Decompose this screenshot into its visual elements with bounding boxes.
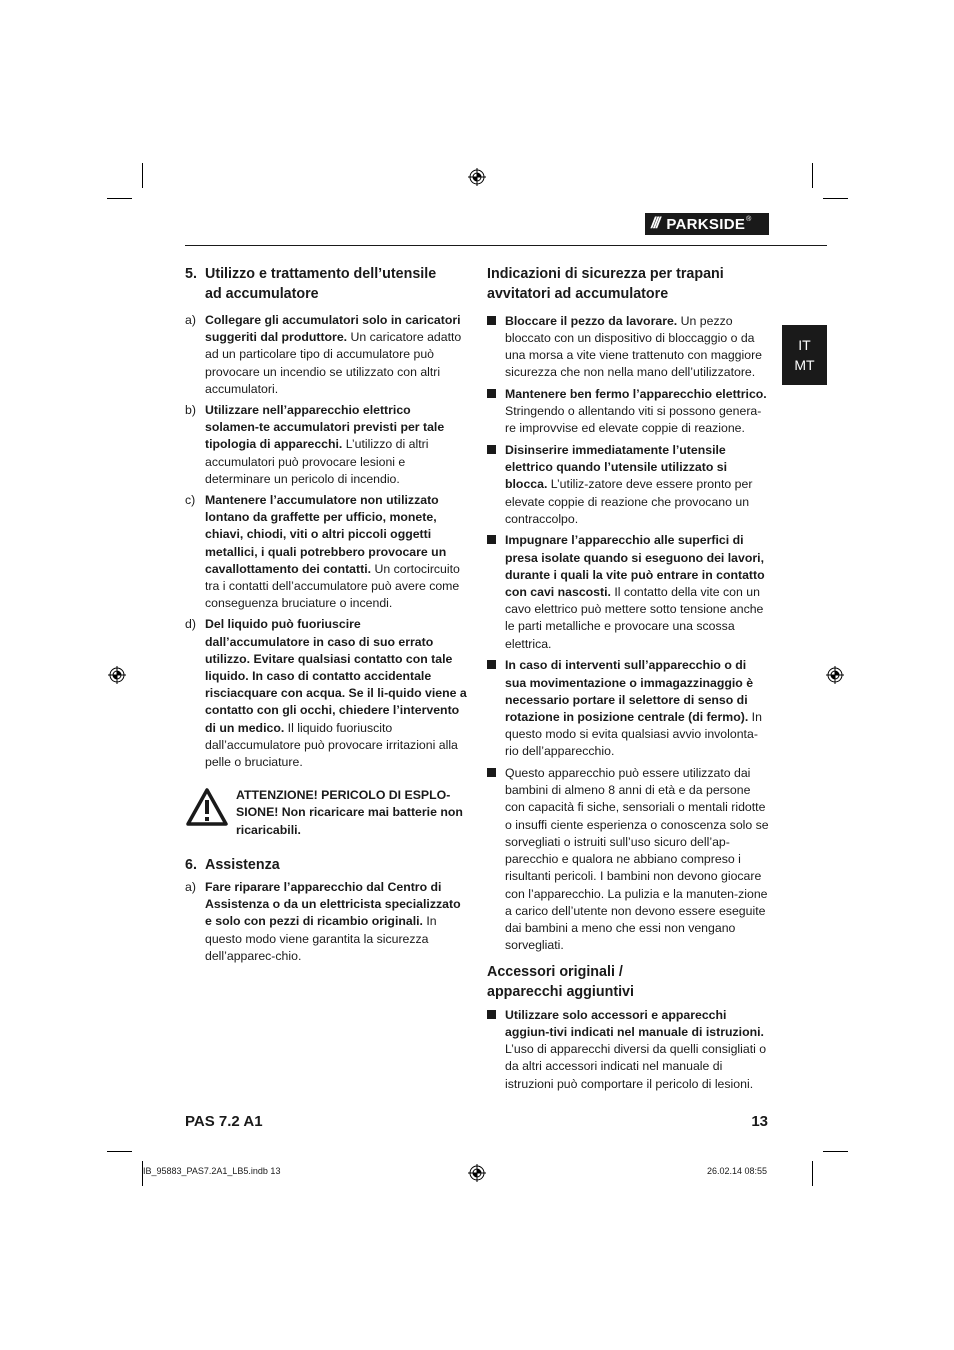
bullet-item — [487, 532, 769, 652]
language-code-it: IT — [798, 337, 811, 353]
item-text: Un cortocircuito tra i contatti dell’accumulatore può avere come conseguenza bruciature o incendi. — [205, 561, 460, 611]
item-text: Il liquido fuoriuscito dall’accumulatore può provocare irritazioni alla pelle o bruciature. — [205, 720, 458, 770]
item-bold-text: Bloccare il pezzo da lavorare. — [505, 313, 678, 328]
item-bold-text: Mantenere l’accumulatore non utilizzato lontano da graffette per ufficio, monete, chiavi, chiodi, viti o altri piccoli oggetti metallici, i quali potrebbero provocare un cavallottamento dei contatti. — [205, 493, 447, 576]
right-column — [487, 264, 769, 1093]
item-text: L’uso di apparecchi diversi da quelli consigliati o da altri accessori indicati nel manuale di istruzioni può comportare il pericolo di lesioni. — [505, 1042, 767, 1091]
registration-mark-icon — [826, 666, 844, 684]
crop-mark — [107, 198, 132, 199]
parkside-logo — [645, 213, 769, 235]
item-bold-text: Del liquido può fuoriuscire dall’accumulatore in caso di suo errato utilizzo. Evitare qualsiasi contatto con tale liquido. In caso di contatto accidentale risciacquare con acqua. Se il li-quido viene a contatto con gli occhi, chiedere l’intervento di un medico. — [205, 617, 467, 735]
crop-mark — [823, 1151, 848, 1152]
section-number: 5. — [185, 266, 197, 282]
item-marker: d) — [185, 617, 196, 632]
item-bold-text: Utilizzare solo accessori e apparecchi aggiun-tivi indicati nel manuale di istruzioni. — [505, 1007, 764, 1040]
left-column — [185, 264, 467, 965]
item-text: Un pezzo bloccato con un dispositivo di bloccaggio o da una morsa a vite viene trattenuto con maggiore sicurezza che non nella mano dell’utilizzatore. — [505, 313, 763, 380]
language-tab — [782, 325, 827, 385]
bullet-item — [487, 657, 769, 760]
section-title-line: apparecchi aggiuntivi — [487, 984, 634, 1001]
item-text: In questo modo si evita qualsiasi avvio involonta-rio dell’apparecchio. — [505, 709, 762, 759]
bullet-square-icon — [487, 386, 505, 438]
item-marker: b) — [185, 403, 196, 418]
section-title-line: Utilizzo e trattamento dell’utensile — [205, 266, 437, 282]
logo-slashes: /// — [651, 215, 659, 232]
item-marker: c) — [185, 493, 196, 508]
crop-mark — [812, 1161, 813, 1186]
bullet-item — [487, 386, 769, 438]
logo-brand-name: PARKSIDE — [666, 215, 746, 233]
registration-mark-icon — [468, 168, 486, 186]
print-slug-date: 26.02.14 08:55 — [707, 1166, 768, 1176]
item-bold-text: Impugnare l’apparecchio alle superfici di presa isolate quando si eseguono dei lavori, durante i quali la vite può entrare in contatto con cavi nascosti. — [505, 533, 765, 600]
item-bold-text: Utilizzare nell’apparecchio elettrico solamen-te accumulatori previsti per tale tipologia di apparecchi. — [205, 403, 445, 452]
warning-box — [185, 787, 467, 839]
bullet-square-icon — [487, 765, 505, 954]
item-bold-text: Collegare gli accumulatori solo in caricatori suggeriti dal produttore. — [205, 313, 461, 345]
bullet-square-icon — [487, 657, 505, 760]
section-title-line: Indicazioni di sicurezza per trapani — [487, 266, 724, 282]
item-marker: a) — [185, 313, 196, 327]
list-item — [185, 492, 467, 612]
section-title-line: avvitatori ad accumulatore — [487, 286, 669, 302]
section-title-line: Accessori originali / — [487, 964, 623, 981]
accessories-heading — [487, 962, 769, 1002]
registration-mark-icon — [468, 1164, 486, 1182]
item-text: Il contatto della vite con un cavo elettrico può mettere sotto tensione anche le parti metalliche e provocare una scossa elettrica. — [505, 585, 764, 651]
bullet-item — [487, 1007, 769, 1093]
bullet-square-icon — [487, 532, 505, 652]
item-bold-text: Disinserire immediatamente l’utensile elettrico quando l’utensile utilizzato si blocca. — [505, 442, 728, 492]
item-bold-text: In caso di interventi sull’apparecchio o di sua movimentazione o immagazzinaggio è necessario portare il selettore di senso di rotazione in posizione centrale (di fermo). — [505, 658, 754, 724]
item-text: Un caricatore adatto ad un particolare tipo di accumulatore può provocare un incendio se utilizzato con altri accumulatori. — [205, 330, 462, 396]
item-marker: a) — [185, 879, 196, 894]
list-item — [185, 879, 467, 965]
print-slug-filename: IB_95883_PAS7.2A1_LB5.indb 13 — [143, 1166, 281, 1176]
language-code-mt: MT — [794, 357, 815, 373]
item-text: In questo modo viene garantita la sicurezza dell’apparec-chio. — [205, 914, 437, 963]
page-number: 13 — [751, 1113, 768, 1130]
item-bold-text: Mantenere ben fermo l’apparecchio elettrico. — [505, 386, 767, 401]
logo-registered-mark: ® — [746, 215, 752, 223]
bullet-item — [487, 442, 769, 528]
warning-text: ATTENZIONE! PERICOLO DI ESPLO-SIONE! Non ricaricare mai batterie non ricaricabili. — [236, 788, 463, 837]
section-number: 6. — [185, 856, 197, 873]
section-title: Assistenza — [205, 856, 280, 873]
list-item — [185, 312, 467, 398]
list-item — [185, 402, 467, 488]
item-text: Questo apparecchio può essere utilizzato dai bambini di almeno 8 anni di età e da persone con capacità fi siche, sensoriali o mentali ridotte o insuffi ciente esperienza o conoscenza solo se sorvegliati o istruiti sull’uso sicuro dell’ap-parecchio e qualora ne abbiano compreso i risultanti pericoli. I bambini non devono giocare con l’apparecchio. La pulizia e la manuten-zione a carico dell’utente non devono essere eseguite dai bambini a meno che essi non vengano sorvegliati. — [505, 766, 769, 953]
bullet-square-icon — [487, 1007, 505, 1093]
bullet-item — [487, 313, 769, 382]
item-text: Stringendo o allentando viti si possono genera-re improvvise ed elevate coppie di reazione. — [505, 404, 762, 436]
list-item — [185, 616, 467, 771]
item-text: L’utiliz-zatore deve essere pronto per elevate coppie di reazione che provocano un contraccolpo. — [505, 477, 753, 526]
item-bold-text: Fare riparare l’apparecchio dal Centro di Assistenza o da un elettricista specializzato e solo con pezzi di ricambio originali. — [205, 879, 461, 929]
crop-mark — [823, 198, 848, 199]
section-5-heading — [185, 264, 467, 304]
header-rule — [185, 245, 827, 246]
section-6-heading — [185, 855, 467, 875]
warning-triangle-icon — [185, 787, 236, 839]
crop-mark — [107, 1151, 132, 1152]
registration-mark-icon — [108, 666, 126, 684]
crop-mark — [142, 163, 143, 188]
safety-heading — [487, 264, 769, 304]
bullet-square-icon — [487, 442, 505, 528]
bullet-item — [487, 765, 769, 954]
bullet-square-icon — [487, 313, 505, 382]
section-title-line: ad accumulatore — [205, 286, 319, 302]
crop-mark — [812, 163, 813, 188]
footer-model-name: PAS 7.2 A1 — [185, 1113, 263, 1130]
item-text: L’utilizzo di altri accumulatori può provocare lesioni e determinare un pericolo di incendio. — [205, 437, 429, 486]
